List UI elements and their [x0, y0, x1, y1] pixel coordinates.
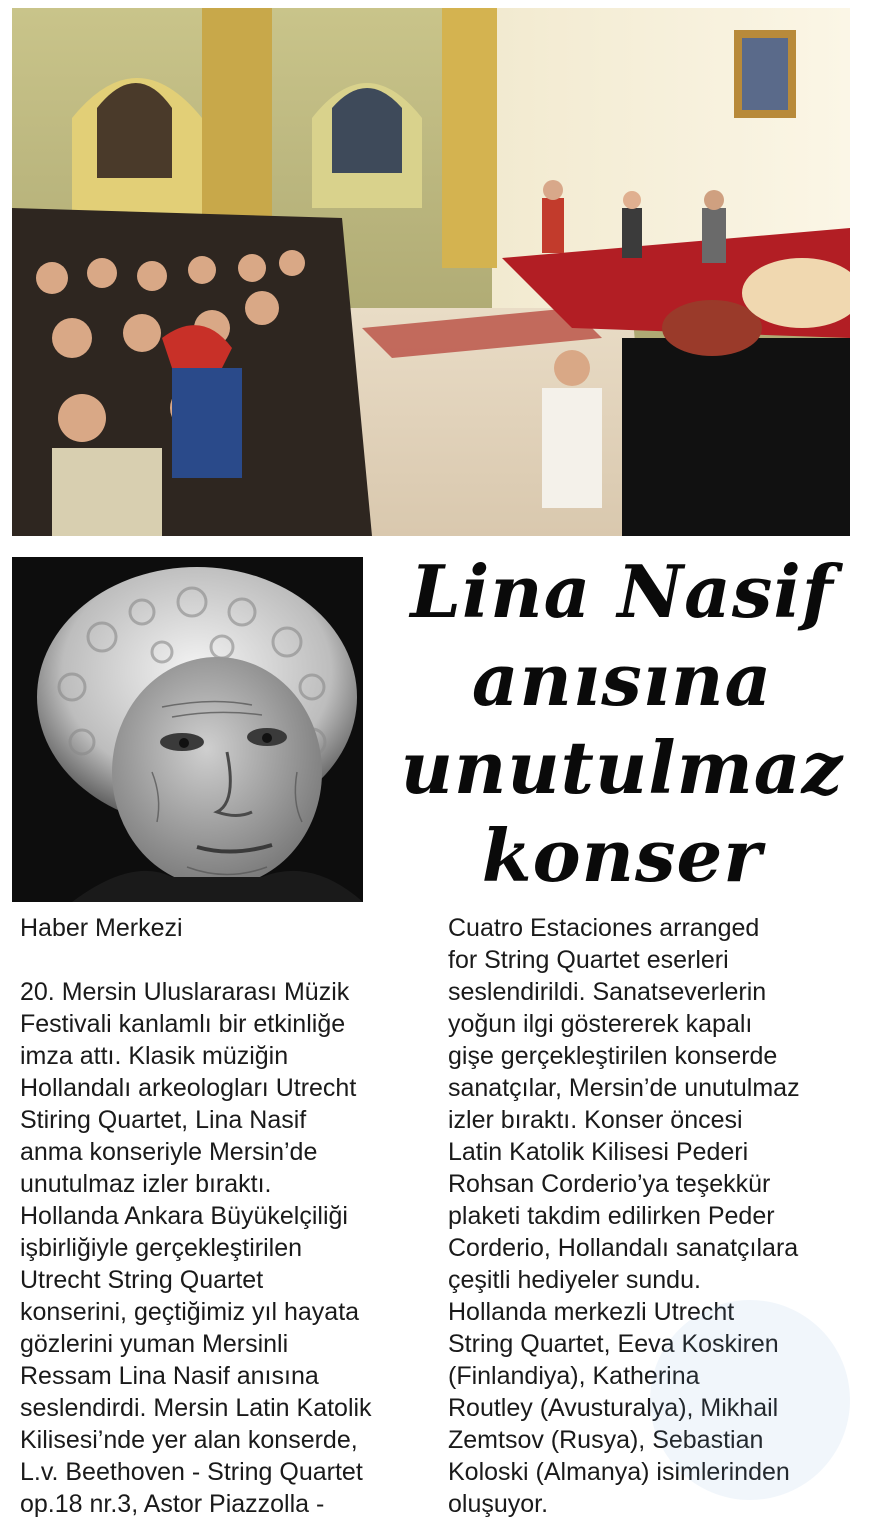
- text-line: String Quartet, Eeva Koskiren: [448, 1330, 779, 1358]
- text-line: (Finlandiya), Katherina: [448, 1362, 700, 1390]
- text-line: for String Quartet eserleri: [448, 946, 729, 974]
- article-column-left: [20, 912, 425, 1520]
- text-line: seslendirdi. Mersin Latin Katolik: [20, 1394, 372, 1422]
- text-line: Corderio, Hollandalı sanatçılara: [448, 1234, 799, 1262]
- text-line: Ressam Lina Nasif anısına: [20, 1362, 319, 1390]
- headline-line: unutulmaz: [400, 725, 844, 810]
- text-line: gözlerini yuman Mersinli: [20, 1330, 289, 1358]
- text-line: unutulmaz izler bıraktı.: [20, 1170, 272, 1198]
- text-line: Koloski (Almanya) isimlerinden: [448, 1458, 790, 1486]
- text-line: Hollanda merkezli Utrecht: [448, 1298, 735, 1326]
- text-line: Routley (Avusturalya), Mikhail: [448, 1394, 779, 1422]
- text-line: seslendirildi. Sanatseverlerin: [448, 978, 767, 1006]
- text-line: L.v. Beethoven - String Quartet: [20, 1458, 363, 1486]
- text-line: anma konseriyle Mersin’de: [20, 1138, 318, 1166]
- text-line: oluşuyor.: [448, 1490, 549, 1518]
- text-line: op.18 nr.3, Astor Piazzolla -: [20, 1490, 325, 1518]
- text-line: 20. Mersin Uluslararası Müzik: [20, 978, 350, 1006]
- text-line: Hollandalı arkeologları Utrecht: [20, 1074, 357, 1102]
- text-line: Latin Katolik Kilisesi Pederi: [448, 1138, 749, 1166]
- article-paragraph: [448, 912, 858, 1520]
- text-line: Stiring Quartet, Lina Nasif: [20, 1106, 307, 1134]
- text-line: izler bıraktı. Konser öncesi: [448, 1106, 743, 1134]
- headline-line: anısına: [471, 637, 773, 722]
- text-line: Hollanda Ankara Büyükelçiliği: [20, 1202, 348, 1230]
- headline-line: konser: [481, 813, 763, 898]
- text-line: Kilisesi’nde yer alan konserde,: [20, 1426, 358, 1454]
- headline-line: Lina Nasif: [410, 549, 834, 634]
- text-line: Rohsan Corderio’ya teşekkür: [448, 1170, 771, 1198]
- concert-photo: [12, 8, 850, 536]
- text-line: Cuatro Estaciones arranged: [448, 914, 760, 942]
- article-headline: [388, 548, 856, 900]
- text-line: Festivali kanlamlı bir etkinliğe: [20, 1010, 346, 1038]
- article-column-right: [448, 912, 858, 1520]
- lina-nasif-portrait-photo: [12, 557, 363, 902]
- article-paragraph: [20, 976, 425, 1520]
- text-line: sanatçılar, Mersin’de unutulmaz: [448, 1074, 800, 1102]
- text-line: gişe gerçekleştirilen konserde: [448, 1042, 778, 1070]
- text-line: yoğun ilgi göstererek kapalı: [448, 1010, 753, 1038]
- text-line: imza attı. Klasik müziğin: [20, 1042, 289, 1070]
- text-line: Zemtsov (Rusya), Sebastian: [448, 1426, 764, 1454]
- text-line: çeşitli hediyeler sundu.: [448, 1266, 701, 1294]
- text-line: plaketi takdim edilirken Peder: [448, 1202, 775, 1230]
- byline: Haber Merkezi: [20, 914, 183, 942]
- text-line: konserini, geçtiğimiz yıl hayata: [20, 1298, 360, 1326]
- text-line: işbirliğiyle gerçekleştirilen: [20, 1234, 303, 1262]
- text-line: Utrecht String Quartet: [20, 1266, 264, 1294]
